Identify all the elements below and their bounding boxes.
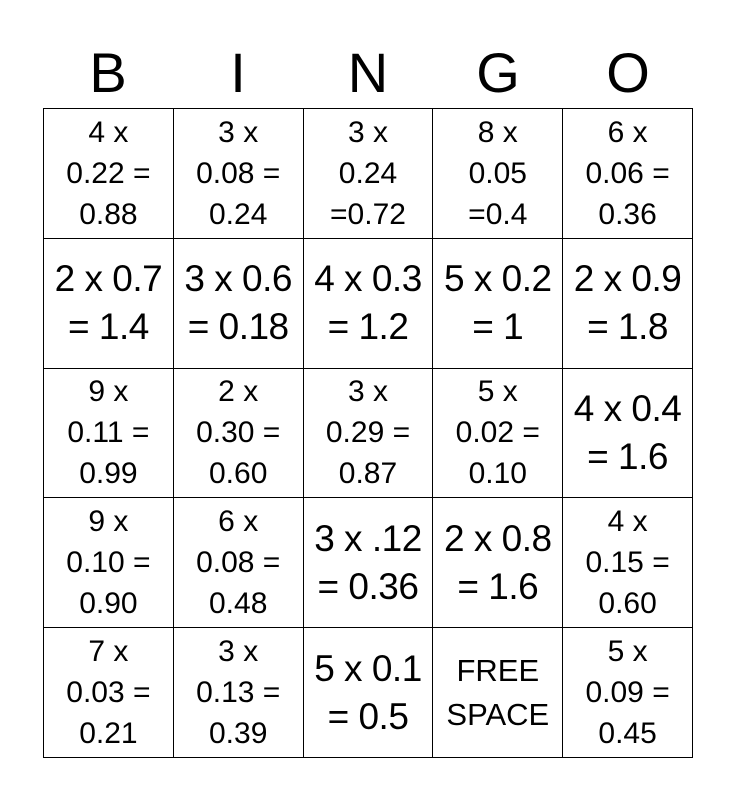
bingo-card-grid	[43, 108, 693, 758]
header-letter-o: O	[606, 41, 650, 104]
bingo-cell-i2: 3 x 0.6 = 0.18	[174, 239, 304, 369]
bingo-cell-i5: 3 x 0.13 = 0.39	[174, 628, 304, 758]
bingo-cell-b4: 9 x 0.10 = 0.90	[44, 498, 174, 628]
header-letter-g: G	[476, 41, 520, 104]
bingo-cell-b5: 7 x 0.03 = 0.21	[44, 628, 174, 758]
bingo-cell-n2: 4 x 0.3 = 1.2	[304, 239, 434, 369]
bingo-cell-o5: 5 x 0.09 = 0.45	[563, 628, 693, 758]
bingo-cell-g3: 5 x 0.02 = 0.10	[433, 369, 563, 499]
bingo-cell-o1: 6 x 0.06 = 0.36	[563, 109, 693, 239]
bingo-cell-b1: 4 x 0.22 = 0.88	[44, 109, 174, 239]
bingo-cell-b3: 9 x 0.11 = 0.99	[44, 369, 174, 499]
bingo-cell-i3: 2 x 0.30 = 0.60	[174, 369, 304, 499]
bingo-cell-g2: 5 x 0.2 = 1	[433, 239, 563, 369]
bingo-cell-g1: 8 x 0.05 =0.4	[433, 109, 563, 239]
bingo-cell-n4: 3 x .12 = 0.36	[304, 498, 434, 628]
bingo-cell-i4: 6 x 0.08 = 0.48	[174, 498, 304, 628]
header-letter-n: N	[347, 41, 389, 104]
bingo-cell-n1: 3 x 0.24 =0.72	[304, 109, 434, 239]
bingo-cell-g4: 2 x 0.8 = 1.6	[433, 498, 563, 628]
bingo-cell-n3: 3 x 0.29 = 0.87	[304, 369, 434, 499]
bingo-cell-o2: 2 x 0.9 = 1.8	[563, 239, 693, 369]
bingo-cell-o4: 4 x 0.15 = 0.60	[563, 498, 693, 628]
header-letter-b: B	[89, 41, 127, 104]
bingo-cell-n5: 5 x 0.1 = 0.5	[304, 628, 434, 758]
bingo-cell-i1: 3 x 0.08 = 0.24	[174, 109, 304, 239]
free-space-cell: FREE SPACE	[433, 628, 563, 758]
bingo-cell-o3: 4 x 0.4 = 1.6	[563, 369, 693, 499]
bingo-header	[43, 40, 693, 106]
header-letter-i: I	[230, 41, 246, 104]
bingo-cell-b2: 2 x 0.7 = 1.4	[44, 239, 174, 369]
